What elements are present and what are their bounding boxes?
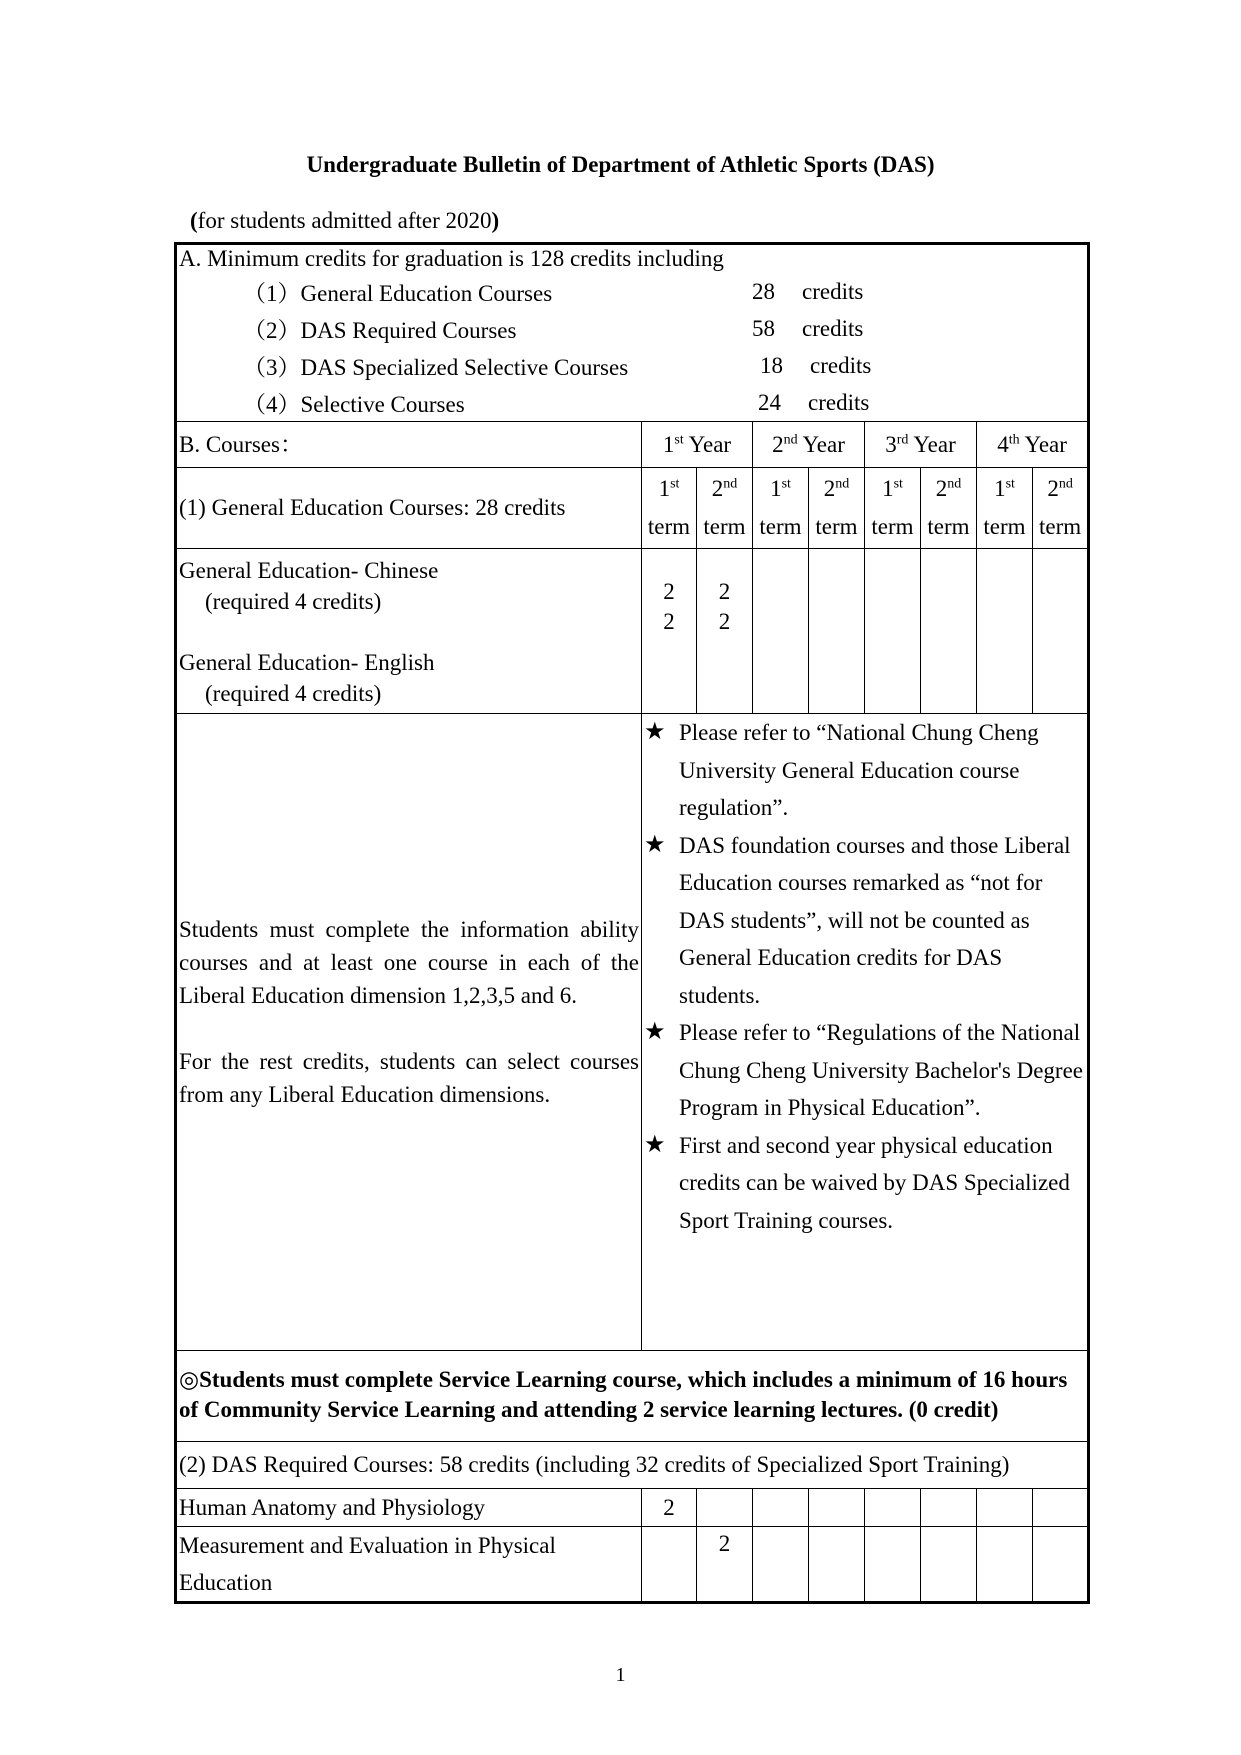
star-icon: ★ (644, 1019, 666, 1045)
term-header: 2nd term (697, 468, 753, 549)
term-header: 1st term (753, 468, 809, 549)
credit-cell (809, 1527, 865, 1603)
credit-label: （1）General Education Courses (243, 281, 553, 306)
credit-cell (977, 1489, 1033, 1527)
credit-cell (921, 1489, 977, 1527)
credit-cell (753, 1527, 809, 1603)
required-heading: (2) DAS Required Courses: 58 credits (including 32 credits of Specialized Sport Training) (176, 1442, 1089, 1489)
page-title: Undergraduate Bulletin of Department of Athletic Sports (DAS) (306, 152, 935, 177)
term-header: 2nd term (1033, 468, 1089, 549)
language-courses (176, 549, 642, 714)
admission-text: for students admitted after 2020 (197, 208, 492, 233)
table-row (176, 1489, 1089, 1527)
credit-cell (809, 549, 865, 714)
credit-label: （4）Selective Courses (243, 392, 465, 417)
section-a-heading: A. Minimum credits for graduation is 128 credits including (179, 246, 724, 271)
credit-cell (809, 1489, 865, 1527)
credit-cell (865, 549, 921, 714)
credit-cell (977, 549, 1033, 714)
term-header: 1st term (642, 468, 697, 549)
terms-header (176, 468, 1089, 549)
credit-item (179, 347, 1085, 384)
paren-close: ) (491, 208, 500, 233)
section-b-header (176, 422, 1089, 468)
service-learning-row (176, 1351, 1089, 1442)
curriculum-table (174, 242, 1090, 1604)
star-icon: ★ (644, 719, 666, 745)
credit-unit: credits (802, 315, 864, 341)
gen-ed-star-notes (642, 714, 1089, 1351)
credit-cell (697, 1489, 753, 1527)
credit-unit: credits (808, 389, 870, 415)
star-note: ★ Please refer to “National Chung Cheng University General Education course regulation”. (644, 714, 1085, 827)
gen-ed-notes-row (176, 714, 1089, 1351)
year-header: 2nd Year (753, 422, 865, 468)
credit-unit: credits (810, 352, 872, 378)
credit-cell (1033, 549, 1089, 714)
paren-open: ( (190, 208, 198, 233)
term-header: 1st term (865, 468, 921, 549)
course-name: General Education- English (179, 650, 435, 675)
credit-cell (753, 1489, 809, 1527)
table-row (176, 1527, 1089, 1603)
credit-value: 28 (752, 278, 775, 304)
term-header: 2nd term (921, 468, 977, 549)
credit-cell (642, 1527, 697, 1603)
credit-label: （2）DAS Required Courses (243, 318, 517, 343)
year-header: 3rd Year (865, 422, 977, 468)
page-number: 1 (615, 1664, 626, 1686)
credit-cell (1033, 1489, 1089, 1527)
star-note: ★ Please refer to “Regulations of the National Chung Cheng University Bachelor's Degree Program in Physical Education”. (644, 1014, 1085, 1127)
service-learning-note: ◎Students must complete Service Learning course, which includes a minimum of 16 hours of Community Service Learning and attending 2 service learning lectures. (0 credit) (176, 1351, 1089, 1442)
credit-cell: 2 2 (642, 549, 697, 714)
term-header: 2nd term (809, 468, 865, 549)
note-paragraph: For the rest credits, students can select courses from any Liberal Education dimensions. (179, 1049, 639, 1107)
section-b-heading: B. Courses： (176, 422, 642, 468)
credit-cell (865, 1489, 921, 1527)
credit-value: 58 (752, 315, 775, 341)
credit-cell (921, 1527, 977, 1603)
course-name: Measurement and Evaluation in Physical Education (176, 1527, 642, 1603)
credit-label: （3）DAS Specialized Selective Courses (243, 355, 629, 380)
course-name: Human Anatomy and Physiology (176, 1489, 642, 1527)
double-circle-icon: ◎ (179, 1367, 200, 1392)
credit-unit: credits (802, 278, 864, 304)
star-note: ★ First and second year physical education credits can be waived by DAS Specialized Sport Training courses. (644, 1127, 1085, 1240)
section-a-row (176, 244, 1089, 422)
course-name: General Education- Chinese (179, 558, 439, 583)
credit-value: 24 (758, 389, 781, 415)
credit-item (179, 273, 1085, 310)
star-note: ★ DAS foundation courses and those Liberal Education courses remarked as “not for DAS students”, will not be counted as General Education credits for DAS students. (644, 827, 1085, 1015)
credit-cell (1033, 1527, 1089, 1603)
credit-item (179, 384, 1085, 421)
credit-cell (865, 1527, 921, 1603)
course-requirement: (required 4 credits) (205, 681, 382, 706)
credit-cell (977, 1527, 1033, 1603)
year-header: 4th Year (977, 422, 1089, 468)
required-heading-row (176, 1442, 1089, 1489)
credit-cell: 2 2 (697, 549, 753, 714)
credit-item (179, 310, 1085, 347)
year-header: 1st Year (642, 422, 753, 468)
admission-note (190, 208, 499, 234)
course-requirement: (required 4 credits) (205, 589, 382, 614)
star-icon: ★ (644, 1131, 666, 1158)
credit-cell (753, 549, 809, 714)
credit-cell (921, 549, 977, 714)
credit-cell: 2 (642, 1489, 697, 1527)
language-courses-row (176, 549, 1089, 714)
term-header: 1st term (977, 468, 1033, 549)
gen-ed-heading: (1) General Education Courses: 28 credits (176, 468, 642, 549)
credit-cell: 2 (697, 1527, 753, 1603)
credit-value: 18 (760, 352, 783, 378)
gen-ed-left-notes (176, 714, 642, 1351)
star-icon: ★ (644, 831, 666, 858)
note-paragraph: Students must complete the information ability courses and at least one course in each of the Liberal Education dimension 1,2,3,5 and 6. (179, 917, 639, 1008)
